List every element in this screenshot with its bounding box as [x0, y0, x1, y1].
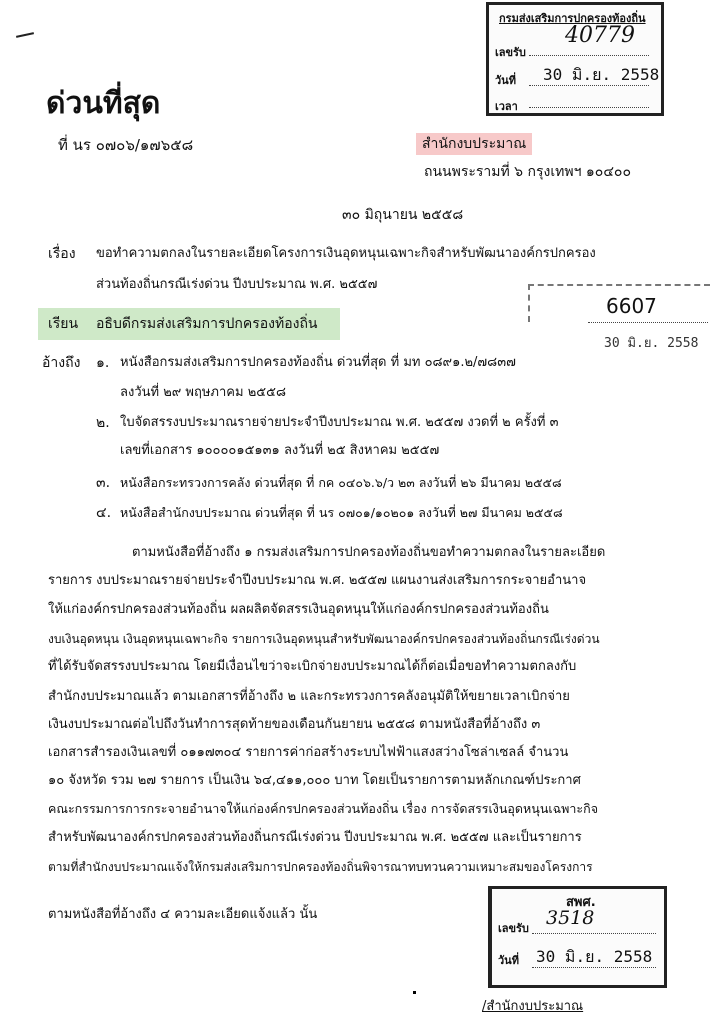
- stamp-date-label: วันที่: [495, 74, 516, 87]
- subject-line-1: ขอทำความตกลงในรายละเอียดโครงการเงินอุดหนุนเฉพาะกิจสำหรับพัฒนาองค์กรปกครอง: [96, 246, 596, 261]
- stamp-recv-no: 40779: [565, 23, 635, 48]
- addressee: อธิบดีกรมส่งเสริมการปกครองท้องถิ่น: [96, 316, 318, 332]
- ref-3-num: ๓.: [96, 475, 111, 491]
- office-address: ถนนพระรามที่ ๖ กรุงเทพฯ ๑๐๔๐๐: [424, 164, 632, 180]
- body-line: คณะกรรมการการกระจายอำนาจให้แก่องค์กรปกครองส่วนท้องถิ่น เรื่อง การจัดสรรเงินอุดหนุนเฉพาะกิจ: [48, 801, 599, 816]
- body-line: เงินงบประมาณต่อไปถึงวันทำการสุดท้ายของเดือนกันยายน ๒๕๕๘ ตามหนังสือที่อ้างถึง ๓: [48, 717, 541, 732]
- stamp-time-label: เวลา: [495, 100, 518, 113]
- stamp-bottom-recv-no: 3518: [546, 907, 595, 929]
- scan-mark: [16, 32, 34, 38]
- ref-4-num: ๔.: [96, 505, 112, 521]
- ref-2-num: ๒.: [96, 415, 110, 431]
- issuing-office: สำนักงบประมาณ: [416, 133, 532, 155]
- subject-line-2: ส่วนท้องถิ่นกรณีเร่งด่วน ปีงบประมาณ พ.ศ. ๒๕๕๗: [96, 277, 378, 292]
- stamp-mid-underline: [588, 322, 708, 323]
- stamp-bottom-date-label: วันที่: [498, 954, 519, 967]
- body-line: สำนักงบประมาณแล้ว ตามเอกสารที่อ้างถึง ๒ และกระทรวงการคลังอนุมัติให้ขยายเวลาเบิกจ่าย: [48, 689, 570, 704]
- receive-stamp-mid: [528, 284, 716, 360]
- body-line: ให้แก่องค์กรปกครองส่วนท้องถิ่น ผลผลิตจัดสรรเงินอุดหนุนให้แก่องค์กรปกครองส่วนท้องถิ่น: [48, 602, 549, 617]
- receive-stamp-top: [486, 2, 664, 116]
- scan-speck: [413, 991, 416, 994]
- body-line: งบเงินอุดหนุน เงินอุดหนุนเฉพาะกิจ รายการเงินอุดหนุนสำหรับพัฒนาองค์กรปกครองส่วนท้องถิ่นกรณีเร่งด่วน: [48, 632, 600, 646]
- stamp-line: [529, 55, 649, 56]
- stamp-mid-date: 30 มิ.ย. 2558: [604, 336, 699, 351]
- stamp-bottom-date: 30 มิ.ย. 2558: [536, 947, 653, 966]
- receive-stamp-bottom: [488, 886, 667, 988]
- body-line: ๑๐ จังหวัด รวม ๒๗ รายการ เป็นเงิน ๖๔,๔๑๑,๐๐๐ บาท โดยเป็นรายการตามหลักเกณฑ์ประกาศ: [48, 773, 581, 788]
- ref-2-line-1: ใบจัดสรรงบประมาณรายจ่ายประจำปีงบประมาณ พ.ศ. ๒๕๕๗ งวดที่ ๒ ครั้งที่ ๓: [120, 415, 559, 430]
- body-line: เอกสารสำรองเงินเลขที่ ๐๑๑๗๓๐๔ รายการค่าก่อสร้างระบบไฟฟ้าแสงสว่างโซล่าเซลล์ จำนวน: [48, 745, 569, 760]
- ref-2-line-2: เลขที่เอกสาร ๑๐๐๐๐๑๕๑๓๑ ลงวันที่ ๒๕ สิงหาคม ๒๕๕๗: [120, 443, 440, 458]
- body-line: สำหรับพัฒนาองค์กรปกครองส่วนท้องถิ่นกรณีเร่งด่วน ปีงบประมาณ พ.ศ. ๒๕๕๗ และเป็นรายการ: [48, 830, 582, 845]
- ref-3-line-1: หนังสือกระทรวงการคลัง ด่วนที่สุด ที่ กค ๐๔๐๖.๖/ว ๒๓ ลงวันที่ ๒๖ มีนาคม ๒๕๕๘: [120, 475, 562, 490]
- body-line: ตามที่สำนักงบประมาณแจ้งให้กรมส่งเสริมการปกครองท้องถิ่นพิจารณาทบทวนความเหมาะสมของโครงการ: [48, 860, 593, 874]
- stamp-mid-recv-no: 6607: [606, 294, 657, 318]
- references-label: อ้างถึง: [42, 355, 81, 371]
- ref-1-num: ๑.: [96, 355, 110, 371]
- stamp-date: 30 มิ.ย. 2558: [543, 65, 660, 84]
- body-line: รายการ งบประมาณรายจ่ายประจำปีงบประมาณ พ.ศ. ๒๕๕๗ แผนงานส่งเสริมการกระจายอำนาจ: [48, 573, 587, 588]
- addressee-label: เรียน: [48, 316, 79, 332]
- letter-date: ๓๐ มิถุนายน ๒๕๕๘: [342, 207, 464, 223]
- stamp-line: [532, 933, 656, 934]
- reference-number: ที่ นร ๐๗๐๖/๑๗๖๕๘: [58, 136, 194, 154]
- urgency-title: ด่วนที่สุด: [46, 86, 161, 121]
- stamp-line: [529, 85, 649, 86]
- continuation-marker: /สำนักงบประมาณ: [482, 999, 584, 1014]
- subject-label: เรื่อง: [48, 246, 76, 262]
- ref-4-line-1: หนังสือสำนักงบประมาณ ด่วนที่สุด ที่ นร ๐๗๐๑/๑๐๒๐๑ ลงวันที่ ๒๗ มีนาคม ๒๕๕๘: [120, 505, 563, 520]
- stamp-line: [529, 107, 649, 108]
- stamp-line: [532, 967, 656, 968]
- stamp-bottom-org: สพศ.: [566, 895, 596, 910]
- body-line: ที่ได้รับจัดสรรงบประมาณ โดยมีเงื่อนไขว่าจะเบิกจ่ายงบประมาณได้ก็ต่อเมื่อขอทำความตกลงกับ: [48, 659, 577, 674]
- body-line: ตามหนังสือที่อ้างถึง ๔ ความละเอียดแจ้งแล้ว นั้น: [48, 907, 318, 922]
- ref-1-line-1: หนังสือกรมส่งเสริมการปกครองท้องถิ่น ด่วนที่สุด ที่ มท ๐๘๙๑.๒/๗๘๓๗: [120, 355, 516, 370]
- stamp-org: กรมส่งเสริมการปกครองท้องถิ่น: [499, 12, 646, 25]
- stamp-bottom-recv-label: เลขรับ: [498, 922, 529, 935]
- stamp-recv-label: เลขรับ: [495, 46, 526, 59]
- ref-1-line-2: ลงวันที่ ๒๙ พฤษภาคม ๒๕๕๘: [120, 385, 286, 400]
- body-line: ตามหนังสือที่อ้างถึง ๑ กรมส่งเสริมการปกครองท้องถิ่นขอทำความตกลงในรายละเอียด: [132, 545, 606, 560]
